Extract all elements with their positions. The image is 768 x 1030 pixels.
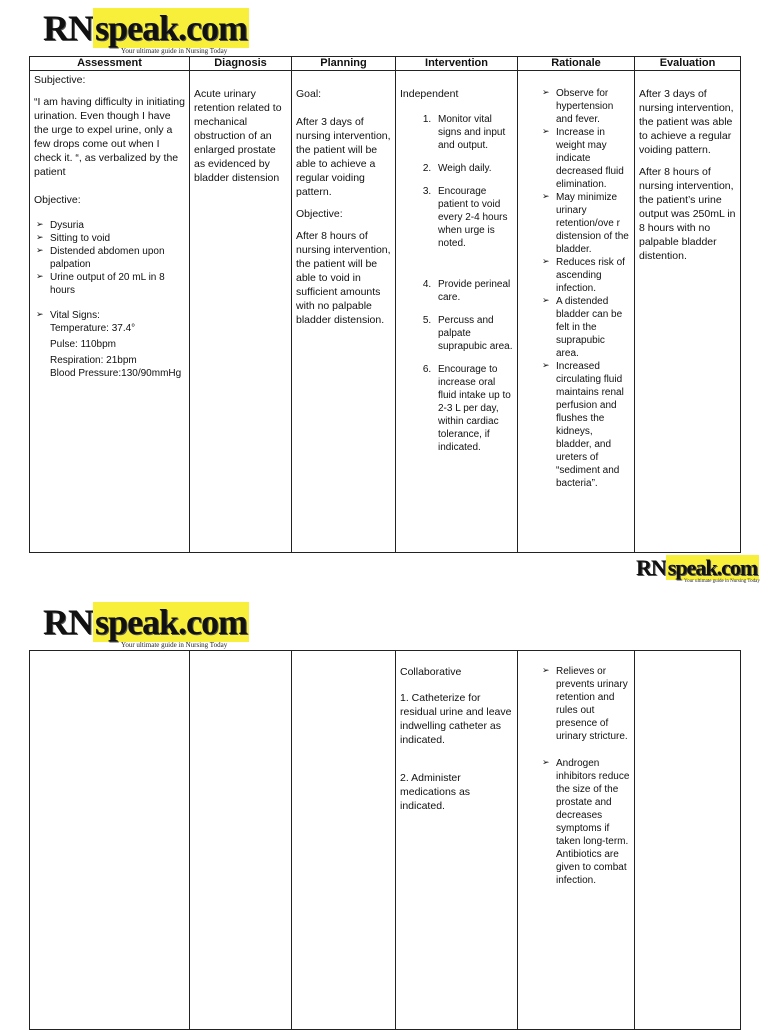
- list-item: ➢ Dysuria: [34, 219, 185, 232]
- list-item: ➢ Increase in weight may indicate decreased fluid elimination.: [540, 126, 630, 191]
- evaluation-text: After 8 hours of nursing intervention, the patient’s urine output was 250mL in 8 hours with no palpable bladder distention.: [639, 166, 736, 262]
- site-logo: RNspeak.com Your ultimate guide in Nursing Today: [43, 8, 247, 55]
- logo-tagline: Your ultimate guide in Nursing Today: [121, 641, 228, 649]
- subjective-label: Subjective:: [34, 74, 86, 86]
- logo-tagline: Your ultimate guide in Nursing Today: [684, 579, 760, 584]
- table-row: [30, 651, 741, 1030]
- list-item: ➢ Androgen inhibitors reduce the size of the prostate and decreases symptoms if taken long-term. Antibiotics are given to combat infection.: [540, 757, 630, 887]
- header-assessment: Assessment: [30, 57, 190, 71]
- intervention-label: Independent: [400, 88, 459, 100]
- assessment-cell: [30, 651, 190, 1030]
- list-item: ➢ May minimize urinary retention/ove r distension of the bladder.: [540, 191, 630, 256]
- evaluation-cell: [635, 71, 741, 553]
- table-header-row: [30, 57, 741, 71]
- planning-objective-text: After 8 hours of nursing intervention, the patient will be able to void in sufficient amounts with no palpable bladder distension.: [296, 230, 391, 326]
- header-rationale: Rationale: [518, 57, 635, 71]
- objective-label: Objective:: [34, 194, 81, 206]
- subjective-text: “I am having difficulty in initiating urination. Even though I have the urge to expel urine, only a few drops come out when I check it. “, as verbalized by the patient: [34, 96, 185, 178]
- goal-text: After 3 days of nursing intervention, the patient will be able to achieve a regular voiding pattern.: [296, 116, 391, 198]
- list-item: ➢ Sitting to void: [34, 232, 185, 245]
- rationale-list: [522, 87, 630, 490]
- site-logo: RNspeak.com Your ultimate guide in Nursing Today: [43, 602, 247, 649]
- intervention-cell: [396, 71, 518, 553]
- list-item: 3. Encourage patient to void every 2-4 hours when urge is noted.: [434, 185, 513, 250]
- list-item: ➢ Relieves or prevents urinary retention and rules out presence of urinary stricture.: [540, 665, 630, 743]
- list-item: 5. Percuss and palpate suprapubic area.: [434, 314, 513, 353]
- list-item: 6. Encourage to increase oral fluid intake up to 2-3 L per day, within cardiac tolerance, if indicated.: [434, 363, 513, 454]
- assessment-cell: [30, 71, 190, 553]
- list-item: 4. Provide perineal care.: [434, 278, 513, 304]
- planning-cell: [292, 651, 396, 1030]
- list-item: ➢ Urine output of 20 mL in 8 hours: [34, 271, 185, 297]
- intervention-list: [400, 113, 513, 454]
- header-diagnosis: Diagnosis: [190, 57, 292, 71]
- list-item: ➢ Distended abdomen upon palpation: [34, 245, 185, 271]
- header-intervention: Intervention: [396, 57, 518, 71]
- list-item: ➢ Increased circulating fluid maintains renal perfusion and flushes the kidneys, bladder, and ureters of “sediment and bacteria”.: [540, 360, 630, 490]
- vital-signs-label: Vital Signs:: [50, 310, 100, 321]
- header-evaluation: Evaluation: [635, 57, 741, 71]
- vital-sign: Respiration: 21bpm: [50, 355, 137, 366]
- logo-tagline: Your ultimate guide in Nursing Today: [121, 47, 228, 55]
- list-item: ➢ Reduces risk of ascending infection.: [540, 256, 630, 295]
- intervention-item: 2. Administer medications as indicated.: [400, 772, 471, 812]
- diagnosis-cell: [190, 651, 292, 1030]
- intervention-item: 1. Catheterize for residual urine and leave indwelling catheter as indicated.: [400, 692, 512, 746]
- list-item: 2. Weigh daily.: [434, 162, 513, 175]
- header-planning: Planning: [292, 57, 396, 71]
- rationale-cell: [518, 651, 635, 1030]
- vital-sign: Blood Pressure:130/90mmHg: [50, 368, 182, 379]
- nursing-care-plan-table-continued: [29, 650, 741, 1030]
- planning-objective-label: Objective:: [296, 208, 343, 220]
- planning-cell: [292, 71, 396, 553]
- nursing-care-plan-table: [29, 56, 741, 553]
- list-item: ➢ Observe for hypertension and fever.: [540, 87, 630, 126]
- list-item: 1. Monitor vital signs and input and output.: [434, 113, 513, 152]
- table-row: [30, 71, 741, 553]
- objective-list: [34, 219, 185, 380]
- evaluation-text: After 3 days of nursing intervention, the patient was able to achieve a regular voiding pattern.: [639, 88, 734, 156]
- vital-sign: Temperature: 37.4°: [50, 323, 136, 334]
- rationale-list: [522, 665, 630, 887]
- vital-signs-item: [34, 309, 185, 380]
- intervention-cell: [396, 651, 518, 1030]
- list-item: ➢ A distended bladder can be felt in the suprapubic area.: [540, 295, 630, 360]
- evaluation-cell: [635, 651, 741, 1030]
- goal-label: Goal:: [296, 88, 322, 100]
- vital-sign: Pulse: 110bpm: [50, 339, 116, 350]
- diagnosis-text: Acute urinary retention related to mechanical obstruction of an enlarged prostate as evidenced by bladder distension: [194, 88, 282, 184]
- intervention-label: Collaborative: [400, 666, 462, 678]
- footer-logo: RNspeak.com Your ultimate guide in Nursing Today: [636, 555, 760, 584]
- diagnosis-cell: [190, 71, 292, 553]
- rationale-cell: [518, 71, 635, 553]
